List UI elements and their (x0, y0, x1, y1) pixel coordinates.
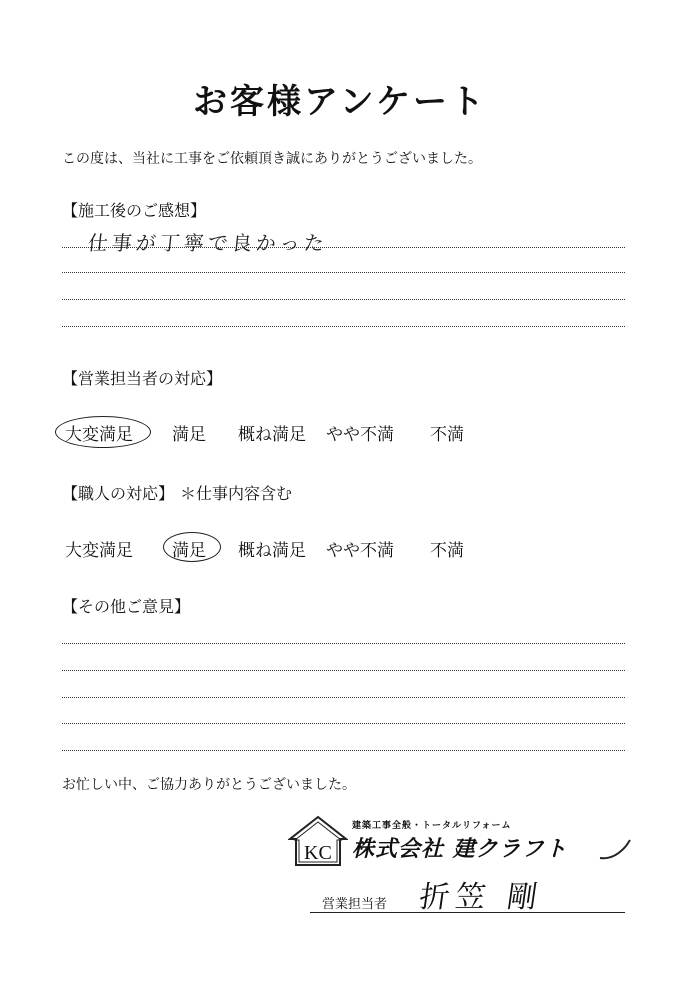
answer-line (62, 670, 625, 671)
answer-line (62, 326, 625, 327)
craftsman-heading-label: 【職人の対応】 (62, 484, 175, 503)
answer-line (62, 299, 625, 300)
swoosh-icon (598, 836, 632, 862)
answer-line (62, 750, 625, 751)
signature-line (310, 912, 625, 913)
company-tagline: 建築工事全般・トータルリフォーム (352, 821, 512, 831)
craftsman-option-dissatisfied[interactable]: 不満 (430, 541, 464, 561)
answer-line (62, 723, 625, 724)
craftsman-heading-note: ＊仕事内容含む (180, 484, 293, 503)
other-heading: 【その他ご意見】 (62, 597, 191, 616)
answer-line (62, 272, 625, 273)
answer-line (62, 697, 625, 698)
impression-answer[interactable]: 仕事が丁寧で良かった (86, 231, 330, 255)
answer-line (62, 643, 625, 644)
answer-line (62, 247, 625, 248)
house-logo-icon (288, 815, 348, 867)
sales-heading: 【営業担当者の対応】 (62, 369, 223, 388)
craftsman-option-satisfied[interactable]: 満足 (172, 541, 206, 561)
sales-option-mostly-satisfied[interactable]: 概ね満足 (238, 425, 306, 445)
craftsman-option-slightly-dissatisfied[interactable]: やや不満 (326, 541, 394, 561)
intro-text: この度は、当社に工事をご依頼頂き誠にありがとうございました。 (62, 151, 482, 167)
company-name: 株式会社 建クラフト (352, 837, 568, 862)
signature-label: 営業担当者 (322, 897, 388, 912)
sales-option-dissatisfied[interactable]: 不満 (430, 425, 464, 445)
signature-name[interactable]: 折笠 剛 (417, 880, 546, 915)
craftsman-option-very-satisfied[interactable]: 大変満足 (65, 541, 133, 561)
sales-option-very-satisfied[interactable]: 大変満足 (65, 425, 133, 445)
craftsman-option-mostly-satisfied[interactable]: 概ね満足 (238, 541, 306, 561)
impression-heading: 【施工後のご感想】 (62, 201, 207, 220)
craftsman-heading (62, 481, 292, 504)
closing-text: お忙しい中、ご協力ありがとうございました。 (62, 777, 356, 793)
logo-mark-text: KC (304, 842, 332, 864)
sales-option-slightly-dissatisfied[interactable]: やや不満 (326, 425, 394, 445)
page-title: お客様アンケート (193, 82, 487, 122)
sales-option-satisfied[interactable]: 満足 (172, 425, 206, 445)
